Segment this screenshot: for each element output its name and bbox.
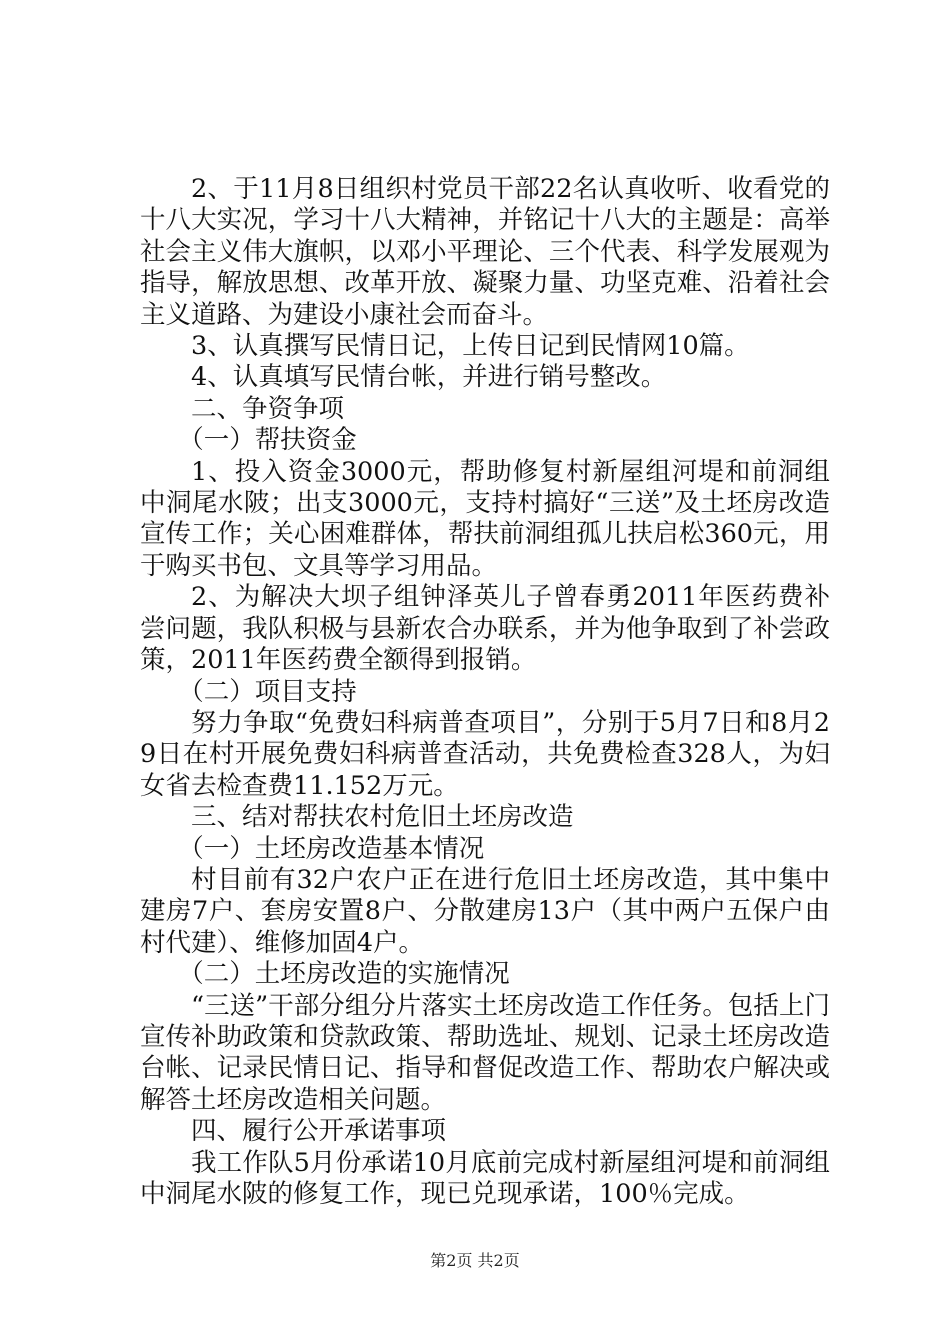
subsection-heading-housing-basic: （一）土坯房改造基本情况 [178, 833, 485, 864]
section-heading-2: 二、争资争项 [191, 393, 345, 424]
subsection-heading-housing-implementation: （二）土坯房改造的实施情况 [178, 959, 510, 990]
document-body [140, 174, 830, 1210]
subsection-heading-projects: （二）项目支持 [178, 676, 357, 707]
paragraph-projects: 努力争取“免费妇科病普查项目”，分别于5月7日和8月29日在村开展免费妇科病普查活动，共免费检查328人，为妇女省去检查费11.152万元。 [140, 707, 830, 801]
paragraph-item-4: 4、认真填写民情台帐，并进行销号整改。 [191, 362, 667, 393]
paragraph-housing-implementation: “三送”干部分组分片落实土坯房改造工作任务。包括上门宣传补助政策和贷款政策、帮助选址、规划、记录土坯房改造台帐、记录民情日记、指导和督促改造工作、帮助农户解决或解答土坯房改造相关问题。 [140, 990, 830, 1115]
paragraph-housing-basic: 村目前有32户农户正在进行危旧土坯房改造，其中集中建房7户、套房安置8户、分散建房13户（其中两户五保户由村代建）、维修加固4户。 [140, 864, 830, 958]
paragraph-funds-2: 2、为解决大坝子组钟泽英儿子曾春勇2011年医药费补尝问题，我队积极与县新农合办联系，并为他争取到了补尝政策，2011年医药费全额得到报销。 [140, 582, 830, 676]
paragraph-item-3: 3、认真撰写民情日记，上传日记到民情网10篇。 [191, 331, 750, 362]
subsection-heading-funds: （一）帮扶资金 [178, 425, 357, 456]
paragraph-item-2: 2、于11月8日组织村党员干部22名认真收听、收看党的十八大实况，学习十八大精神，并铭记十八大的主题是：高举社会主义伟大旗帜，以邓小平理论、三个代表、科学发展观为指导，解放思想、改革开放、凝聚力量、功坚克难、沿着社会主义道路、为建设小康社会而奋斗。 [140, 174, 830, 330]
section-heading-4: 四、履行公开承诺事项 [191, 1116, 447, 1147]
section-heading-3: 三、结对帮扶农村危旧土坯房改造 [191, 802, 574, 833]
paragraph-funds-1: 1、投入资金3000元，帮助修复村新屋组河堤和前洞组中洞尾水陂；出支3000元，支持村搞好“三送”及土坯房改造宣传工作；关心困难群体，帮扶前洞组孤儿扶启松360元，用于购买书包、文具等学习用品。 [140, 456, 830, 581]
paragraph-commitment: 我工作队5月份承诺10月底前完成村新屋组河堤和前洞组中洞尾水陂的修复工作，现已兑现承诺，100％完成。 [140, 1147, 830, 1209]
page-number: 第2页 共2页 [430, 1251, 520, 1270]
